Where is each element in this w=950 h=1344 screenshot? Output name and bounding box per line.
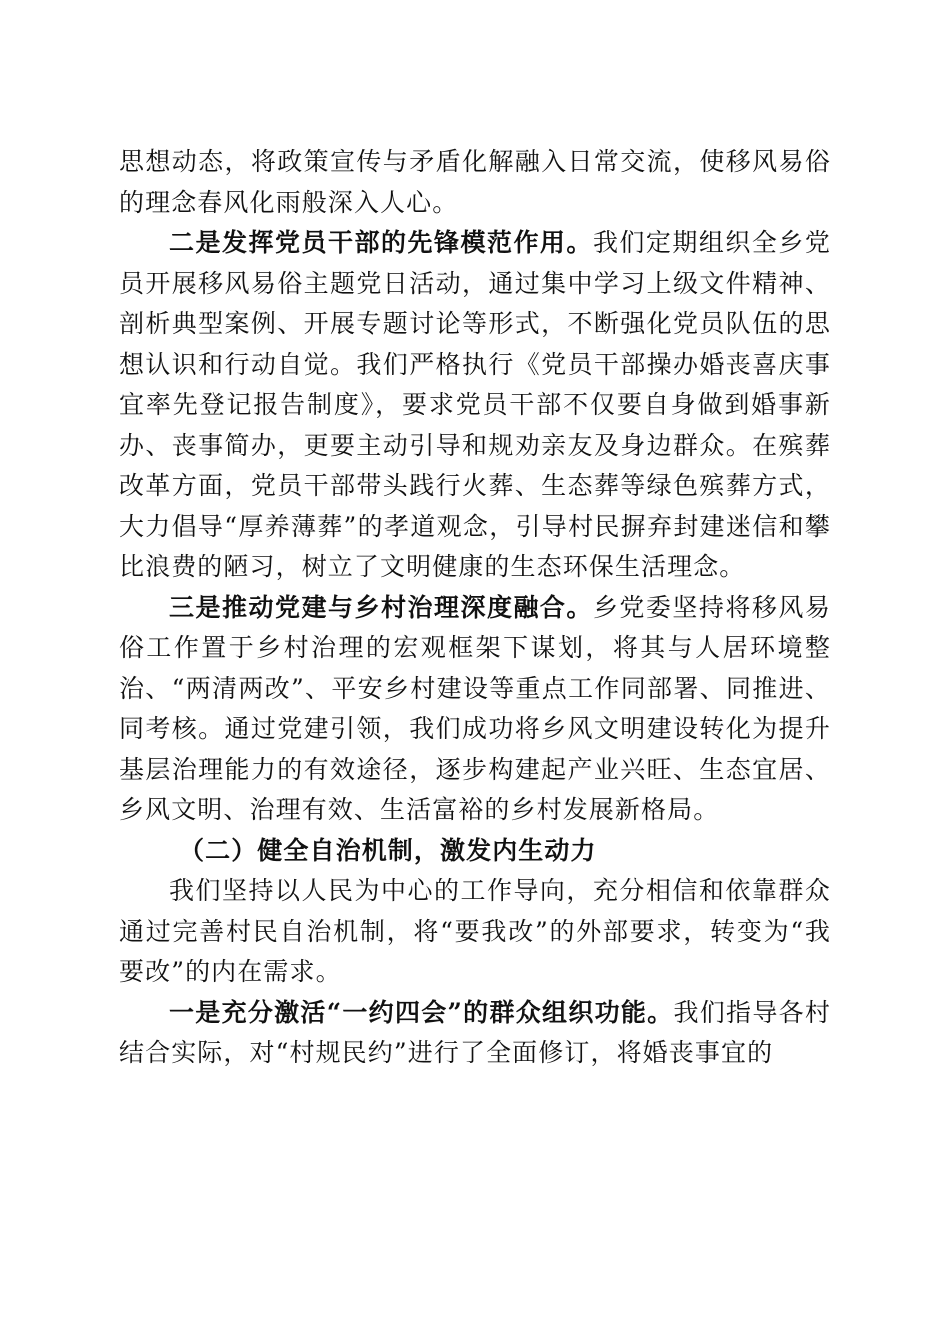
paragraph-lead: 一是充分激活“一约四会”的群众组织功能。	[169, 997, 674, 1027]
paragraph-party-building	[119, 588, 831, 831]
paragraph-self-governance	[119, 871, 831, 993]
paragraph-text: 我们定期组织全乡党员开展移风易俗主题党日活动，通过集中学习上级文件精神、剖析典型案例、开展专题讨论等形式，不断强化党员队伍的思想认识和行动自觉。我们严格执行《党员干部操办婚丧喜庆事宜率先登记报告制度》，要求党员干部不仅要自身做到婚事新办、丧事简办，更要主动引导和规劝亲友及身边群众。在殡葬改革方面，党员干部带头践行火葬、生态葬等绿色殡葬方式，大力倡导“厚养薄葬”的孝道观念，引导村民摒弃封建迷信和攀比浪费的陋习，树立了文明健康的生态环保生活理念。	[119, 228, 831, 581]
paragraph-lead: 三是推动党建与乡村治理深度融合。	[169, 592, 593, 622]
paragraph-text: 我们指导各村结合实际，对“村规民约”进行了全面修订，将婚丧事宜的	[119, 997, 831, 1067]
paragraph-continued	[119, 142, 831, 223]
paragraph-text: 思想动态，将政策宣传与矛盾化解融入日常交流，使移风易俗的理念春风化雨般深入人心。	[119, 147, 831, 217]
paragraph-village-rules	[119, 993, 831, 1074]
paragraph-lead: 二是发挥党员干部的先锋模范作用。	[169, 228, 593, 257]
paragraph-text: 我们坚持以人民为中心的工作导向，充分相信和依靠群众通过完善村民自治机制，将“要我改”的外部要求，转变为“我要改”的内在需求。	[119, 876, 831, 986]
document-body	[119, 142, 831, 1074]
section-heading: （二）健全自治机制，激发内生动力	[179, 835, 597, 865]
paragraph-text: 乡党委坚持将移风易俗工作置于乡村治理的宏观框架下谋划，将其与人居环境整治、“两清两改”、平安乡村建设等重点工作同部署、同推进、同考核。通过党建引领，我们成功将乡风文明建设转化为提升基层治理能力的有效途径，逐步构建起产业兴旺、生态宜居、乡风文明、治理有效、生活富裕的乡村发展新格局。	[119, 592, 831, 824]
paragraph-party-members	[119, 223, 831, 588]
